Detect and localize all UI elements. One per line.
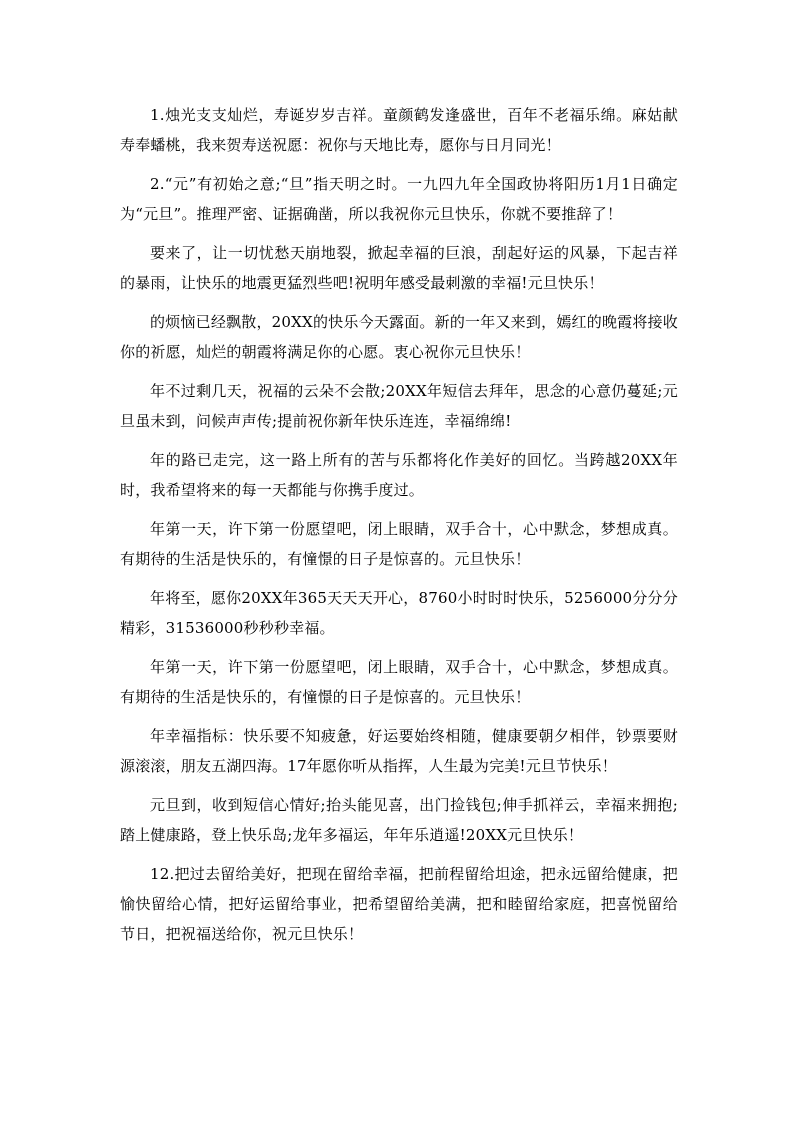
paragraph: 年不过剩几天，祝福的云朵不会散;20XX年短信去拜年，思念的心意仍蔓延;元旦虽未到，问候声声传;提前祝你新年快乐连连，幸福绵绵! [120,382,678,430]
paragraph: 年幸福指标：快乐要不知疲惫，好运要始终相随，健康要朝夕相伴，钞票要财源滚滚，朋友五湖四海。17年愿你听从指挥，人生最为完美!元旦节快乐！ [120,727,678,775]
paragraph: 的烦恼已经飘散，20XX的快乐今天露面。新的一年又来到，嫣红的晚霞将接收你的祈愿，灿烂的朝霞将满足你的心愿。衷心祝你元旦快乐！ [120,313,678,361]
paragraph: 年第一天，许下第一份愿望吧，闭上眼睛，双手合十，心中默念，梦想成真。有期待的生活是快乐的，有憧憬的日子是惊喜的。元旦快乐！ [120,658,678,706]
document-body [120,100,678,958]
paragraph: 2.“元”有初始之意;“旦”指天明之时。一九四九年全国政协将阳历1月1日确定为“元旦”。推理严密、证据确凿，所以我祝你元旦快乐，你就不要推辞了！ [120,175,678,223]
paragraph: 年将至，愿你20XX年365天天天开心，8760小时时时快乐，5256000分分分精彩，31536000秒秒秒幸福。 [120,589,678,637]
paragraph: 1.烛光支支灿烂，寿诞岁岁吉祥。童颜鹤发逢盛世，百年不老福乐绵。麻姑献寿奉蟠桃，我来贺寿送祝愿：祝你与天地比寿，愿你与日月同光！ [120,106,678,154]
paragraph: 年的路已走完，这一路上所有的苦与乐都将化作美好的回忆。当跨越20XX年时，我希望将来的每一天都能与你携手度过。 [120,451,678,499]
paragraph: 年第一天，许下第一份愿望吧，闭上眼睛，双手合十，心中默念，梦想成真。有期待的生活是快乐的，有憧憬的日子是惊喜的。元旦快乐！ [120,520,678,568]
paragraph: 要来了，让一切忧愁天崩地裂，掀起幸福的巨浪，刮起好运的风暴，下起吉祥的暴雨，让快乐的地震更猛烈些吧!祝明年感受最刺激的幸福!元旦快乐！ [120,244,678,292]
paragraph: 12.把过去留给美好，把现在留给幸福，把前程留给坦途，把永远留给健康，把愉快留给心情，把好运留给事业，把希望留给美满，把和睦留给家庭，把喜悦留给节日，把祝福送给你，祝元旦快乐！ [120,865,678,943]
paragraph: 元旦到，收到短信心情好;抬头能见喜，出门捡钱包;伸手抓祥云，幸福来拥抱;踏上健康路，登上快乐岛;龙年多福运，年年乐逍遥!20XX元旦快乐！ [120,796,678,844]
